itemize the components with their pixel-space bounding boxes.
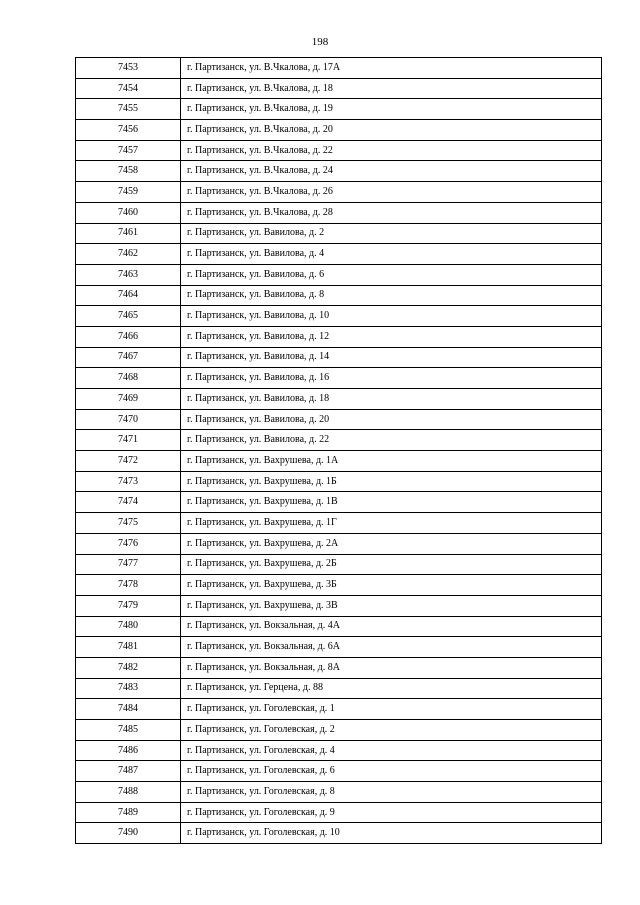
row-number-cell: 7489 [76,802,181,823]
table-row [76,616,602,637]
row-number-cell: 7474 [76,492,181,513]
table-row [76,657,602,678]
row-number-cell: 7460 [76,202,181,223]
row-number-cell: 7454 [76,78,181,99]
address-cell: г. Партизанск, ул. В.Чкалова, д. 22 [181,140,602,161]
table-row [76,720,602,741]
address-cell: г. Партизанск, ул. В.Чкалова, д. 17А [181,58,602,79]
table-row [76,306,602,327]
address-cell: г. Партизанск, ул. В.Чкалова, д. 19 [181,99,602,120]
table-row [76,161,602,182]
table-row [76,823,602,844]
table-row [76,120,602,141]
table-row [76,554,602,575]
table-row [76,78,602,99]
address-cell: г. Партизанск, ул. Гоголевская, д. 8 [181,782,602,803]
row-number-cell: 7482 [76,657,181,678]
row-number-cell: 7479 [76,595,181,616]
address-table [75,57,602,844]
table-row [76,285,602,306]
address-cell: г. Партизанск, ул. Вахрушева, д. 1В [181,492,602,513]
row-number-cell: 7466 [76,326,181,347]
address-cell: г. Партизанск, ул. Вахрушева, д. 3Б [181,575,602,596]
row-number-cell: 7469 [76,389,181,410]
address-cell: г. Партизанск, ул. Гоголевская, д. 4 [181,740,602,761]
table-row [76,264,602,285]
address-cell: г. Партизанск, ул. Вавилова, д. 12 [181,326,602,347]
address-cell: г. Партизанск, ул. Вахрушева, д. 2Б [181,554,602,575]
address-cell: г. Партизанск, ул. В.Чкалова, д. 26 [181,182,602,203]
address-cell: г. Партизанск, ул. В.Чкалова, д. 28 [181,202,602,223]
row-number-cell: 7467 [76,347,181,368]
address-cell: г. Партизанск, ул. Вокзальная, д. 4А [181,616,602,637]
address-cell: г. Партизанск, ул. Вахрушева, д. 1Г [181,513,602,534]
table-row [76,595,602,616]
row-number-cell: 7478 [76,575,181,596]
page-number: 198 [311,36,329,48]
table-row [76,678,602,699]
row-number-cell: 7485 [76,720,181,741]
table-row [76,699,602,720]
table-row [76,140,602,161]
address-cell: г. Партизанск, ул. Гоголевская, д. 10 [181,823,602,844]
row-number-cell: 7462 [76,244,181,265]
table-row [76,223,602,244]
address-cell: г. Партизанск, ул. Вавилова, д. 4 [181,244,602,265]
address-cell: г. Партизанск, ул. В.Чкалова, д. 20 [181,120,602,141]
row-number-cell: 7468 [76,368,181,389]
row-number-cell: 7476 [76,533,181,554]
table-row [76,533,602,554]
table-row [76,99,602,120]
address-cell: г. Партизанск, ул. Гоголевская, д. 1 [181,699,602,720]
row-number-cell: 7453 [76,58,181,79]
table-row [76,575,602,596]
row-number-cell: 7472 [76,451,181,472]
table-row [76,430,602,451]
row-number-cell: 7455 [76,99,181,120]
table-row [76,782,602,803]
table-row [76,761,602,782]
row-number-cell: 7490 [76,823,181,844]
row-number-cell: 7483 [76,678,181,699]
row-number-cell: 7464 [76,285,181,306]
address-cell: г. Партизанск, ул. Вокзальная, д. 8А [181,657,602,678]
address-cell: г. Партизанск, ул. Гоголевская, д. 2 [181,720,602,741]
row-number-cell: 7488 [76,782,181,803]
table-row [76,326,602,347]
address-cell: г. Партизанск, ул. Вахрушева, д. 2А [181,533,602,554]
address-cell: г. Партизанск, ул. Гоголевская, д. 6 [181,761,602,782]
table-row [76,182,602,203]
address-cell: г. Партизанск, ул. Вахрушева, д. 1Б [181,471,602,492]
row-number-cell: 7463 [76,264,181,285]
row-number-cell: 7486 [76,740,181,761]
row-number-cell: 7473 [76,471,181,492]
address-cell: г. Партизанск, ул. Герцена, д. 88 [181,678,602,699]
row-number-cell: 7471 [76,430,181,451]
row-number-cell: 7458 [76,161,181,182]
address-cell: г. Партизанск, ул. Гоголевская, д. 9 [181,802,602,823]
address-cell: г. Партизанск, ул. В.Чкалова, д. 24 [181,161,602,182]
table-row [76,244,602,265]
address-cell: г. Партизанск, ул. Вавилова, д. 8 [181,285,602,306]
address-cell: г. Партизанск, ул. Вавилова, д. 22 [181,430,602,451]
table-row [76,202,602,223]
table-row [76,409,602,430]
address-table-body [76,58,602,844]
table-row [76,802,602,823]
row-number-cell: 7461 [76,223,181,244]
table-row [76,389,602,410]
table-row [76,347,602,368]
row-number-cell: 7487 [76,761,181,782]
address-cell: г. Партизанск, ул. Вавилова, д. 2 [181,223,602,244]
table-row [76,58,602,79]
table-row [76,492,602,513]
table-row [76,637,602,658]
row-number-cell: 7470 [76,409,181,430]
address-cell: г. Партизанск, ул. Вавилова, д. 10 [181,306,602,327]
address-cell: г. Партизанск, ул. В.Чкалова, д. 18 [181,78,602,99]
address-cell: г. Партизанск, ул. Вахрушева, д. 3В [181,595,602,616]
table-row [76,513,602,534]
address-cell: г. Партизанск, ул. Вахрушева, д. 1А [181,451,602,472]
address-cell: г. Партизанск, ул. Вавилова, д. 18 [181,389,602,410]
address-cell: г. Партизанск, ул. Вавилова, д. 14 [181,347,602,368]
table-row [76,368,602,389]
row-number-cell: 7465 [76,306,181,327]
row-number-cell: 7475 [76,513,181,534]
row-number-cell: 7457 [76,140,181,161]
row-number-cell: 7484 [76,699,181,720]
row-number-cell: 7477 [76,554,181,575]
row-number-cell: 7459 [76,182,181,203]
table-row [76,471,602,492]
table-row [76,451,602,472]
address-cell: г. Партизанск, ул. Вокзальная, д. 6А [181,637,602,658]
address-cell: г. Партизанск, ул. Вавилова, д. 16 [181,368,602,389]
address-cell: г. Партизанск, ул. Вавилова, д. 6 [181,264,602,285]
row-number-cell: 7480 [76,616,181,637]
address-cell: г. Партизанск, ул. Вавилова, д. 20 [181,409,602,430]
table-row [76,740,602,761]
row-number-cell: 7481 [76,637,181,658]
row-number-cell: 7456 [76,120,181,141]
